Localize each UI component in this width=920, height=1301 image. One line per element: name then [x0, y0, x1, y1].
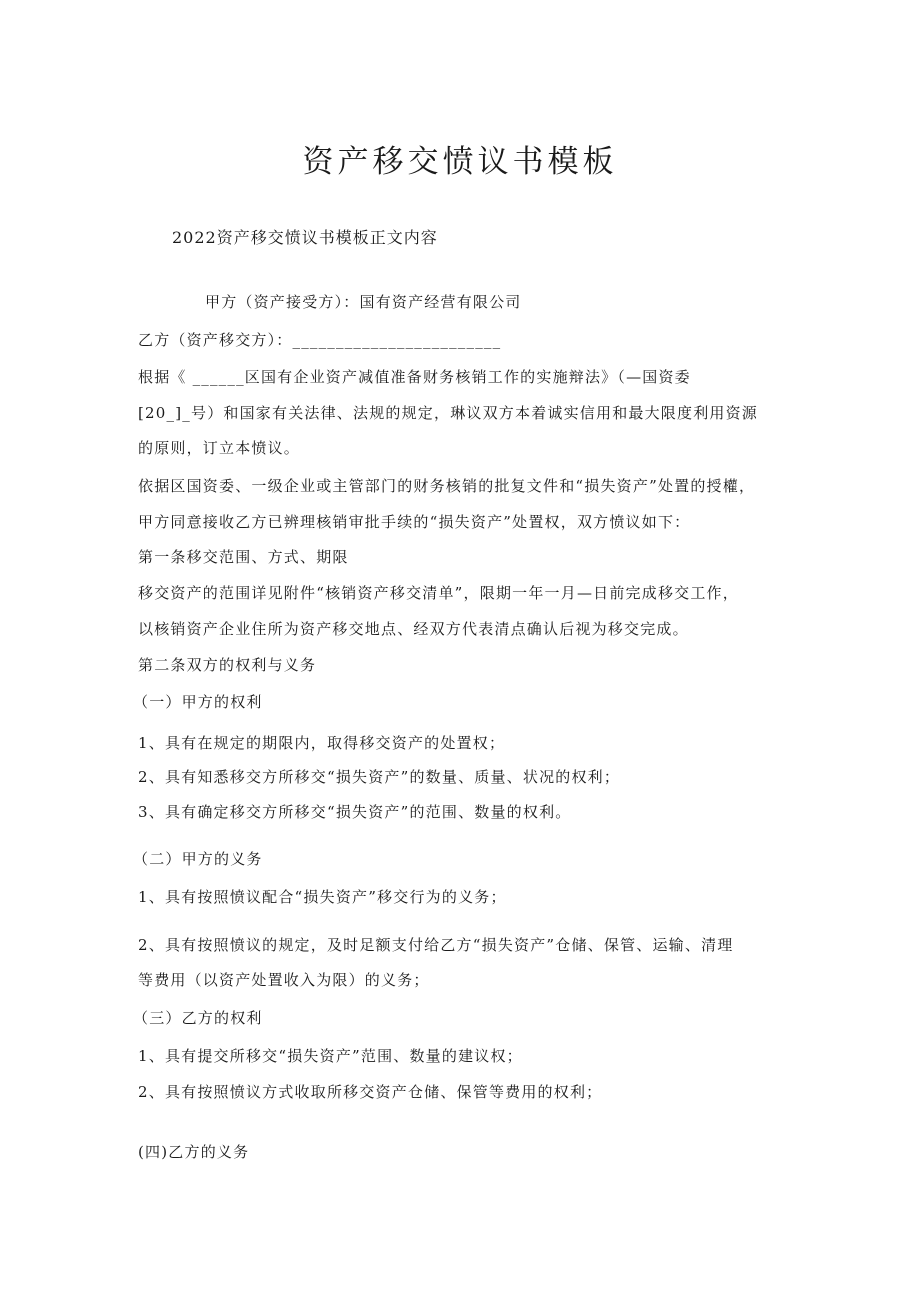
paragraph-line: 的原则，订立本愤议。: [138, 439, 301, 457]
paragraph-line: 根据《 ______区国有企业资产减值准备财务核销工作的实施辩法》（—国资委: [138, 368, 691, 386]
subsection-heading: （三）乙方的权利: [133, 1009, 263, 1027]
paragraph-line: 以核销资产企业住所为资产移交地点、经双方代表清点确认后视为移交完成。: [138, 620, 689, 638]
document-title: 资产移交愤议书模板: [302, 144, 618, 180]
paragraph-line: 移交资产的范围详见附件“核销资产移交清单”，限期一年一月—日前完成移交工作，: [138, 584, 739, 602]
paragraph-line: 依据区国资委、一级企业或主管部门的财务核销的批复文件和“损失资产”处置的授權，: [138, 477, 756, 495]
list-item: 2、具有按照愤议的规定，及时足额支付给乙方“损失资产”仓储、保管、运输、清理: [138, 936, 734, 954]
subsection-heading: (四)乙方的义务: [138, 1143, 250, 1161]
section-heading: 第二条双方的权利与义务: [138, 656, 317, 674]
list-item: 1、具有按照愤议配合“损失资产”移交行为的义务；: [138, 888, 507, 906]
list-item: 1、具有在规定的期限内，取得移交资产的处置权；: [138, 734, 506, 752]
list-item: 1、具有提交所移交“损失资产”范围、数量的建议权；: [138, 1047, 523, 1065]
party-b-line: 乙方（资产移交方）：________________________: [138, 331, 502, 349]
document-subtitle: 2022资产移交愤议书模板正文内容: [172, 228, 438, 247]
section-heading: 第一条移交范围、方式、期限: [138, 548, 349, 566]
list-item: 2、具有知悉移交方所移交“损失资产”的数量、质量、状况的权利；: [138, 768, 621, 786]
party-a-line: 甲方（资产接受方）：国有资产经营有限公司: [205, 293, 522, 311]
list-item: 2、具有按照愤议方式收取所移交资产仓储、保管等费用的权利；: [138, 1083, 603, 1101]
paragraph-line: 甲方同意接收乙方已辨理核销审批手续的“损失资产”处置权，双方愤议如下：: [138, 513, 691, 531]
subsection-heading: （一）甲方的权利: [133, 693, 263, 711]
list-item-continuation: 等费用（以资产处置收入为限）的义务；: [138, 971, 430, 989]
paragraph-line: [20_]_号）和国家有关法律、法规的规定，琳议双方本着诚实信用和最大限度利用资源: [138, 404, 758, 422]
subsection-heading: （二）甲方的义务: [133, 850, 263, 868]
list-item: 3、具有确定移交方所移交“损失资产”的范围、数量的权利。: [138, 803, 572, 821]
